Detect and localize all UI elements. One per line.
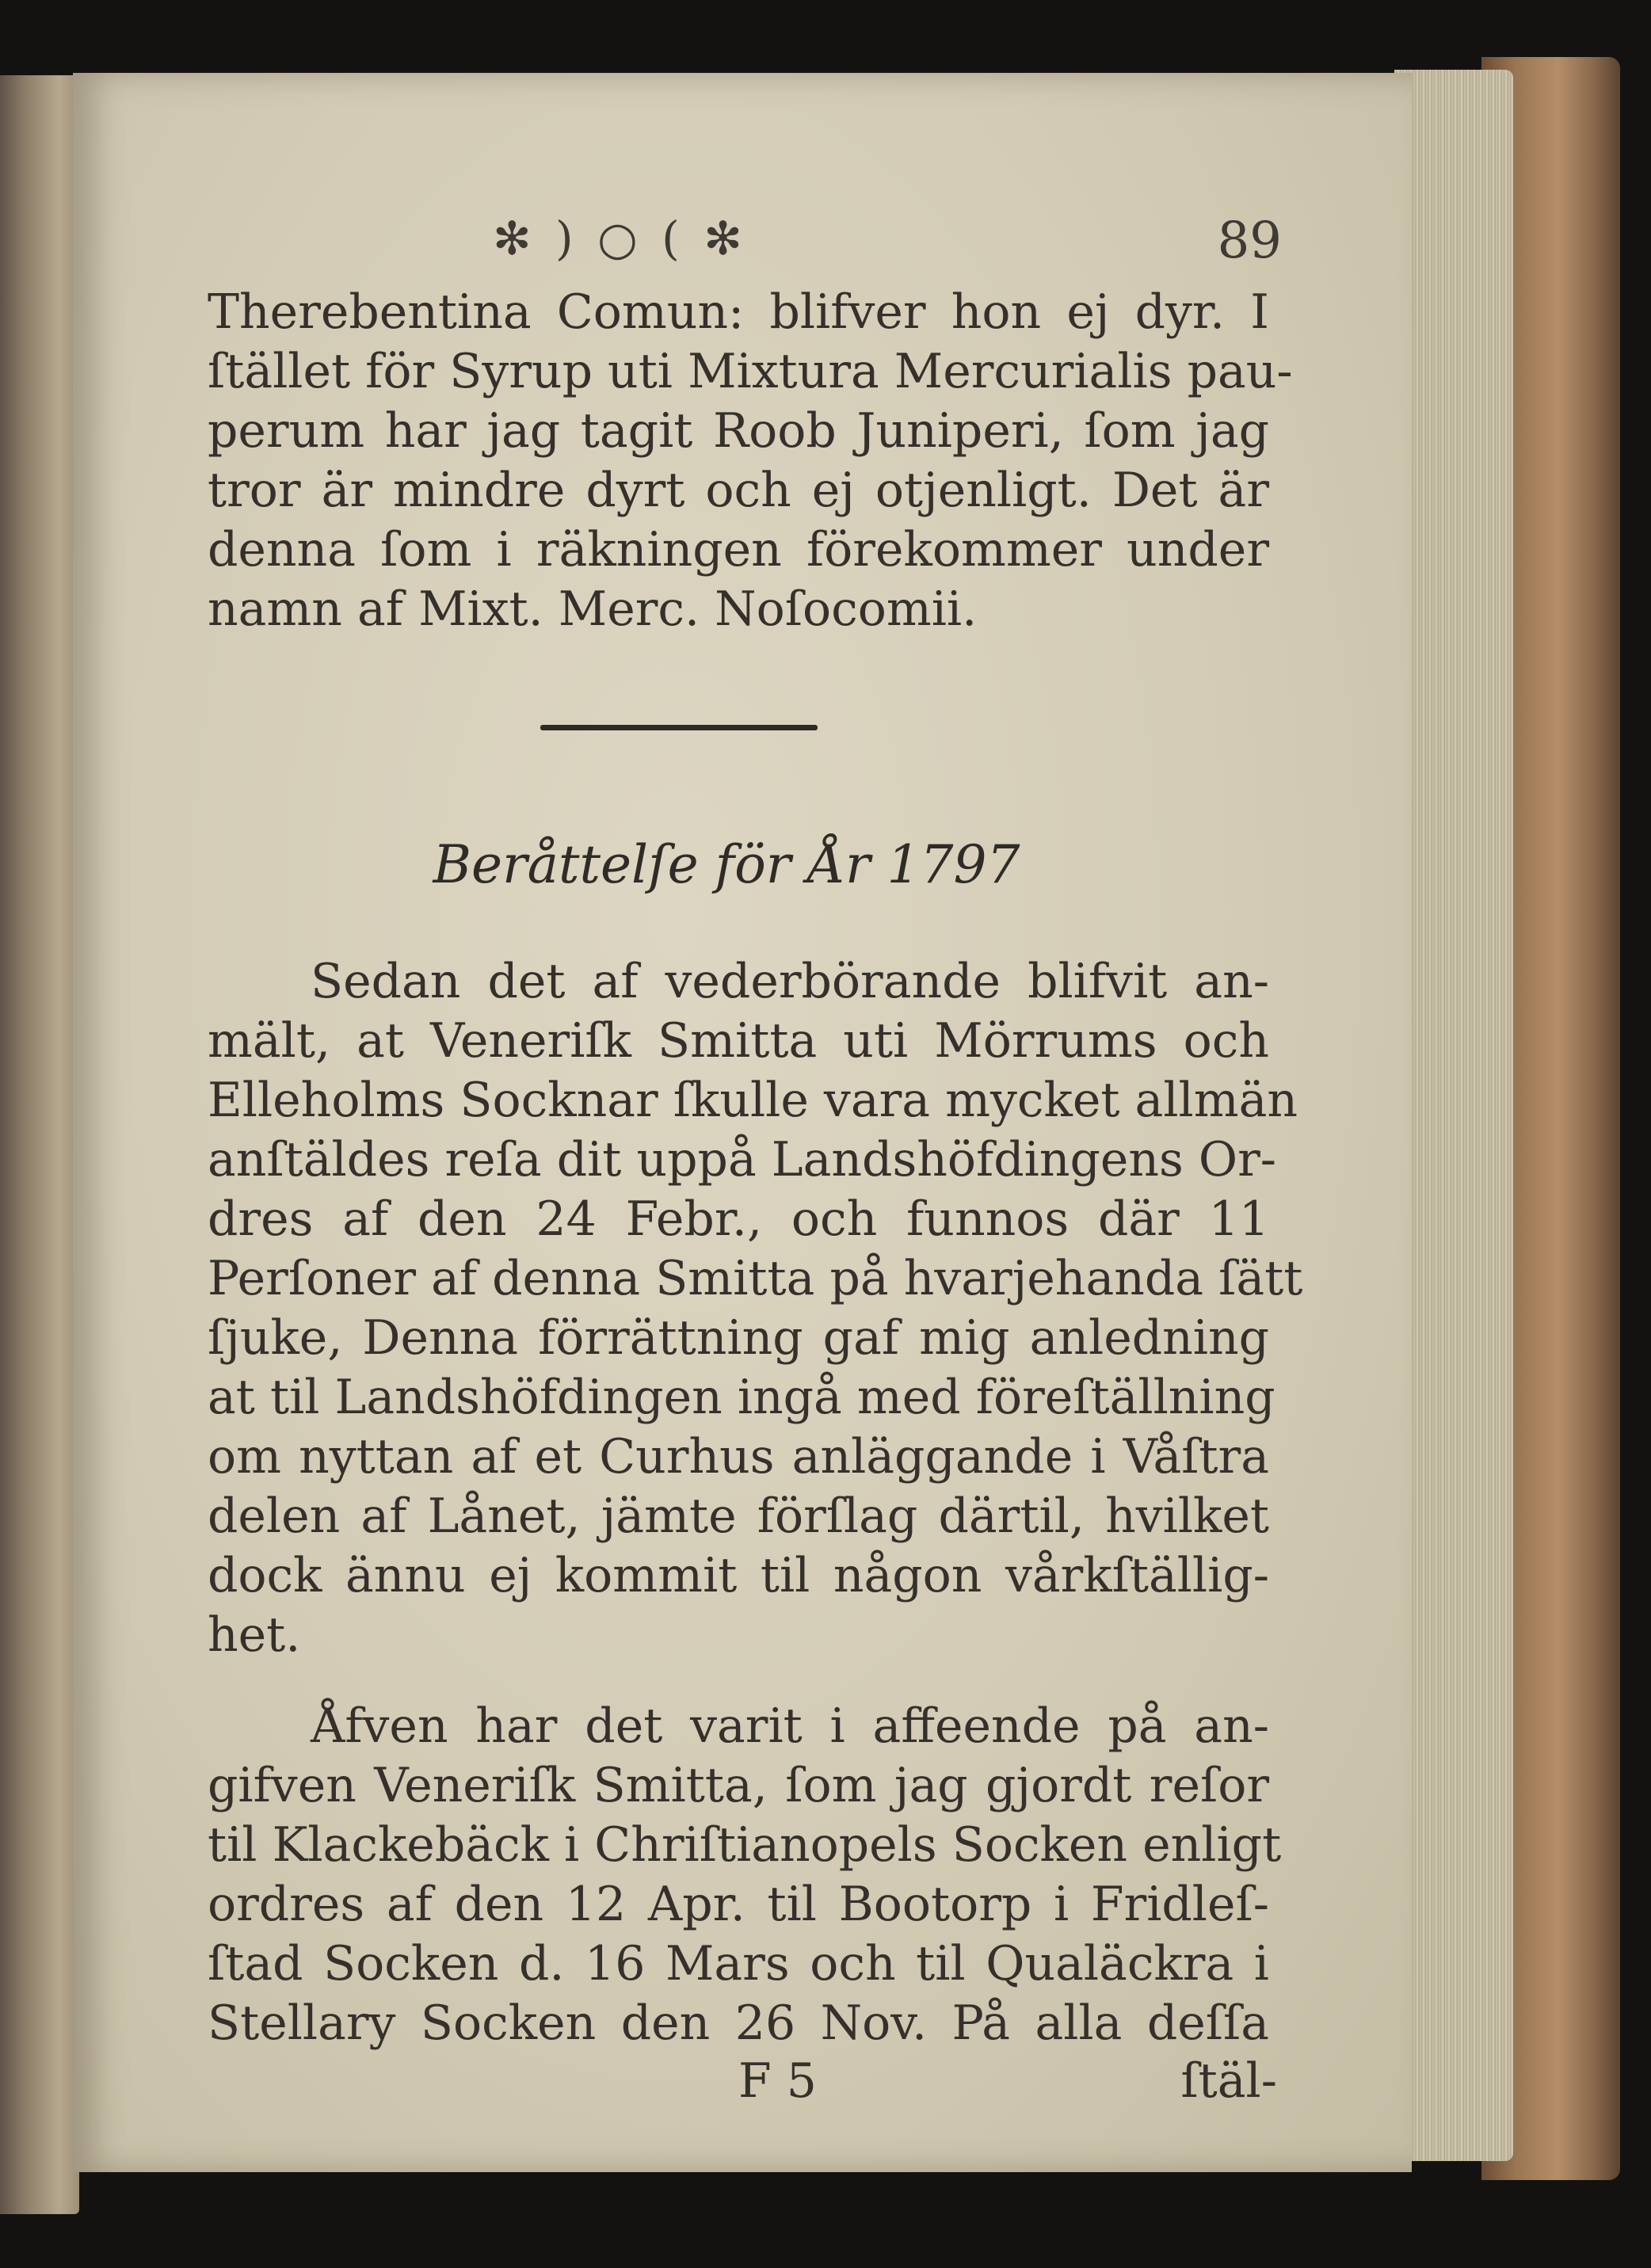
- page-footer: [208, 2053, 1277, 2117]
- text-line: dock ännu ej kommit til någon vårkſtällig-: [208, 1548, 1269, 1603]
- text-line: Elleholms Socknar ſkulle vara mycket allmän: [208, 1073, 1298, 1128]
- section-divider: [208, 639, 1277, 818]
- paragraph-1: [208, 283, 1293, 639]
- text-line: Perſoner af denna Smitta på hvarjehanda ſätt: [208, 1251, 1303, 1306]
- paragraph-3: [208, 1697, 1282, 2053]
- text-line: Therebentina Comun: blifver hon ej dyr. I: [208, 284, 1269, 340]
- text-line: om nyttan af et Curhus anläggande i Våſtra: [208, 1429, 1269, 1485]
- paragraph-gap: [208, 1665, 1277, 1697]
- text-line: namn af Mixt. Merc. Noſocomii.: [208, 581, 978, 637]
- text-line: mält, at Veneriſk Smitta uti Mörrums och: [208, 1013, 1269, 1069]
- text-line: anſtäldes reſa dit uppå Landshöfdingens Or-: [208, 1132, 1277, 1187]
- text-line: denna ſom i räkningen förekommer under: [208, 522, 1269, 577]
- running-head-ornament: ✻ ) ○ ( ✻: [493, 212, 747, 265]
- horizontal-rule: [540, 725, 818, 730]
- book-page: [73, 73, 1412, 2172]
- paragraph-2: [208, 952, 1303, 1665]
- text-line: ordres af den 12 Apr. til Bootorp i Fridleſ-: [208, 1877, 1269, 1932]
- text-block: [208, 212, 1303, 2117]
- text-line: til Klackebäck i Chriſtianopels Socken enligt: [208, 1817, 1282, 1873]
- text-line: het.: [208, 1607, 301, 1663]
- text-line: gifven Veneriſk Smitta, ſom jag gjordt reſor: [208, 1758, 1269, 1813]
- page-block-edges: [1394, 70, 1513, 2161]
- text-line: ſjuke, Denna förrättning gaf mig anledning: [208, 1310, 1269, 1366]
- running-head: [208, 212, 1282, 283]
- facing-page-edge: [0, 75, 79, 2214]
- text-line: Stellary Socken den 26 Nov. På alla deſſa: [208, 1995, 1269, 2051]
- text-line: ſtället för Syrup uti Mixtura Mercurialis pau-: [208, 344, 1293, 399]
- catchword: ſtäl-: [1180, 2053, 1277, 2109]
- text-line: tror är mindre dyrt och ej otjenligt. Det är: [208, 463, 1269, 518]
- text-line: perum har jag tagit Roob Juniperi, ſom jag: [208, 403, 1269, 459]
- text-line: at til Landshöfdingen ingå med föreſtällning: [208, 1370, 1275, 1425]
- signature-mark: F 5: [738, 2053, 817, 2109]
- text-line: Sedan det af vederbörande blifvit an-: [311, 954, 1269, 1009]
- text-line: Åfven har det varit i affeende på an-: [311, 1698, 1269, 1754]
- text-line: ſtad Socken d. 16 Mars och til Qualäckra i: [208, 1936, 1269, 1992]
- text-line: delen af Lånet, jämte förſlag därtil, hvilket: [208, 1488, 1269, 1544]
- text-line: dres af den 24 Febr., och funnos där 11: [208, 1191, 1269, 1247]
- section-heading: Beråttelſe för År 1797: [433, 834, 1020, 895]
- page-number: 89: [1217, 212, 1282, 270]
